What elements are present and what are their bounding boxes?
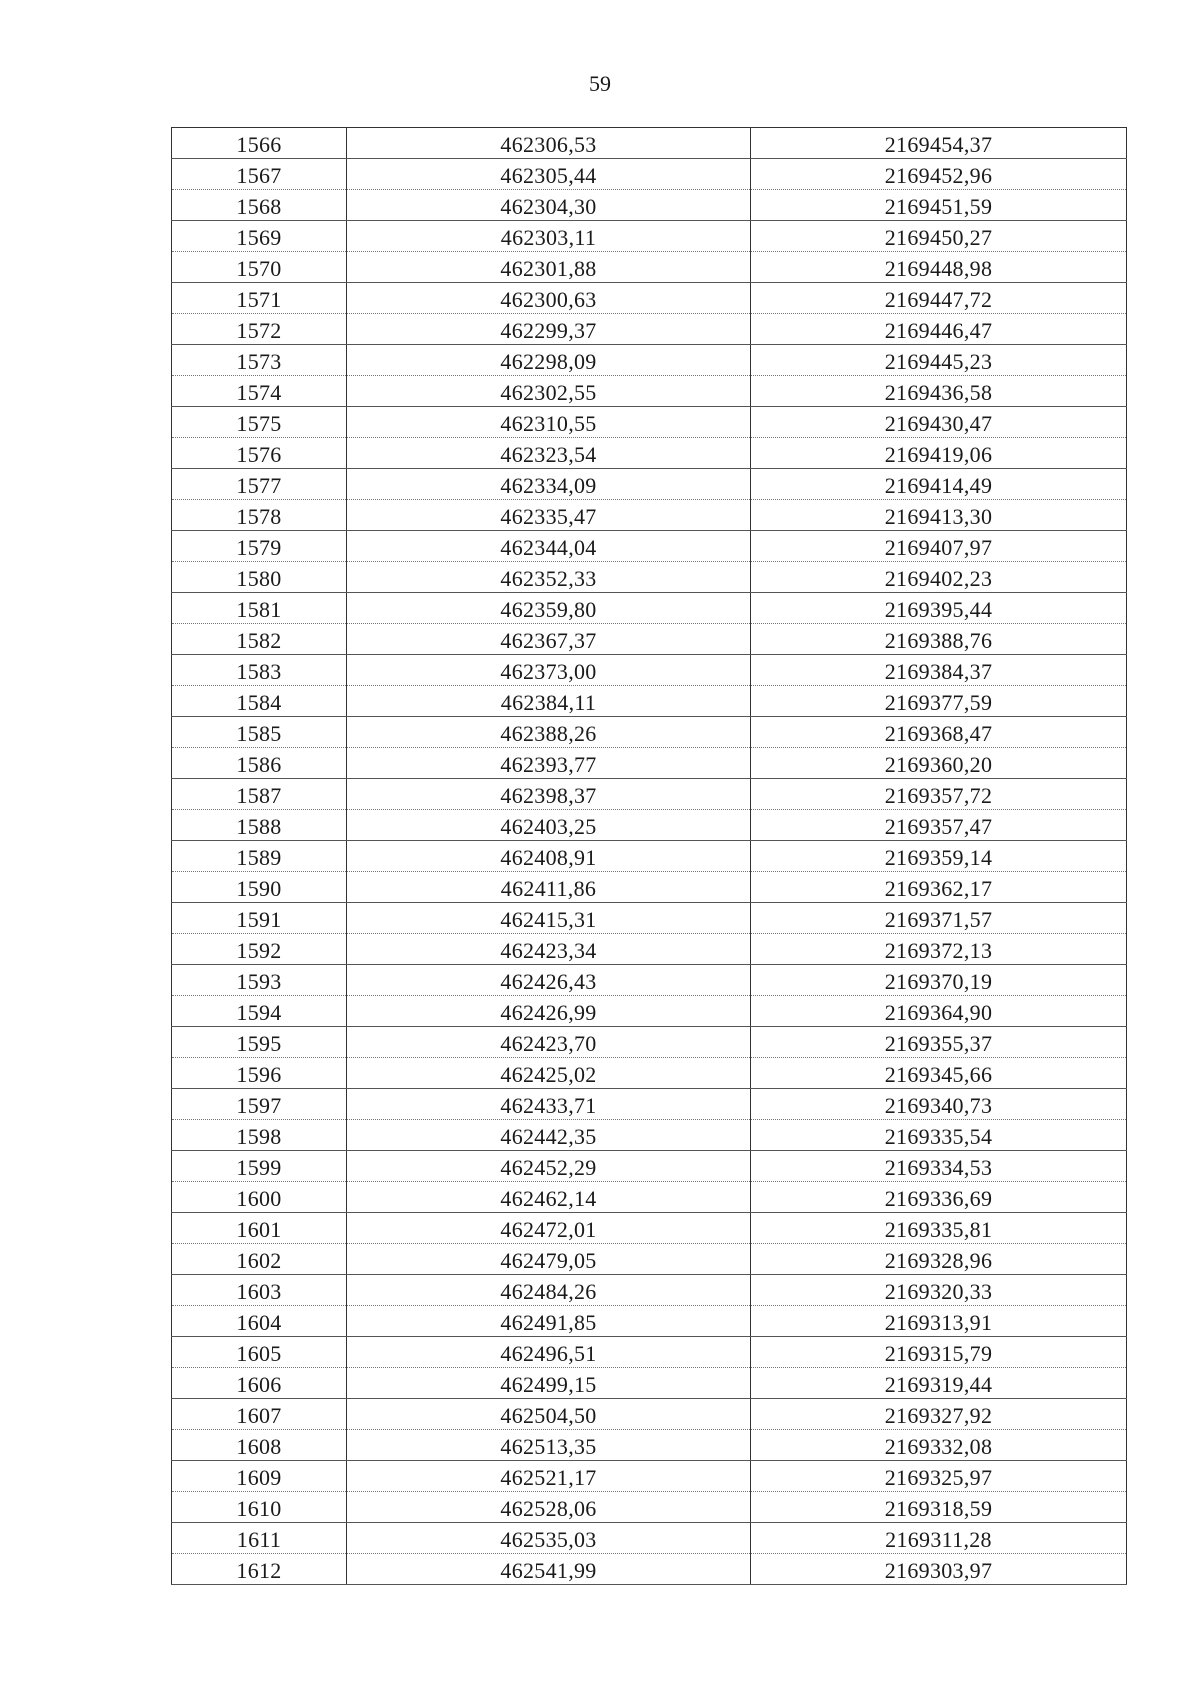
table-row	[172, 593, 1127, 624]
x-coordinate-cell: 462344,04	[347, 531, 751, 562]
x-coordinate-cell: 462491,85	[347, 1306, 751, 1337]
y-coordinate-cell: 2169388,76	[751, 624, 1127, 655]
x-coordinate-cell: 462513,35	[347, 1430, 751, 1461]
point-number-cell: 1574	[172, 376, 347, 407]
y-coordinate-cell: 2169448,98	[751, 252, 1127, 283]
x-coordinate-cell: 462388,26	[347, 717, 751, 748]
y-coordinate-cell: 2169372,13	[751, 934, 1127, 965]
y-coordinate-cell: 2169414,49	[751, 469, 1127, 500]
x-coordinate-cell: 462452,29	[347, 1151, 751, 1182]
table-row	[172, 1430, 1127, 1461]
point-number-cell: 1585	[172, 717, 347, 748]
x-coordinate-cell: 462398,37	[347, 779, 751, 810]
point-number-cell: 1599	[172, 1151, 347, 1182]
x-coordinate-cell: 462393,77	[347, 748, 751, 779]
table-row	[172, 1027, 1127, 1058]
y-coordinate-cell: 2169454,37	[751, 128, 1127, 159]
x-coordinate-cell: 462484,26	[347, 1275, 751, 1306]
table-row	[172, 1337, 1127, 1368]
x-coordinate-cell: 462442,35	[347, 1120, 751, 1151]
point-number-cell: 1589	[172, 841, 347, 872]
y-coordinate-cell: 2169402,23	[751, 562, 1127, 593]
point-number-cell: 1583	[172, 655, 347, 686]
table-row	[172, 1182, 1127, 1213]
table-row	[172, 469, 1127, 500]
y-coordinate-cell: 2169452,96	[751, 159, 1127, 190]
point-number-cell: 1603	[172, 1275, 347, 1306]
table-row	[172, 1492, 1127, 1523]
y-coordinate-cell: 2169370,19	[751, 965, 1127, 996]
y-coordinate-cell: 2169430,47	[751, 407, 1127, 438]
x-coordinate-cell: 462299,37	[347, 314, 751, 345]
table-row	[172, 686, 1127, 717]
point-number-cell: 1602	[172, 1244, 347, 1275]
point-number-cell: 1604	[172, 1306, 347, 1337]
point-number-cell: 1600	[172, 1182, 347, 1213]
y-coordinate-cell: 2169328,96	[751, 1244, 1127, 1275]
point-number-cell: 1571	[172, 283, 347, 314]
y-coordinate-cell: 2169451,59	[751, 190, 1127, 221]
x-coordinate-cell: 462535,03	[347, 1523, 751, 1554]
coordinates-table-body	[172, 128, 1127, 1585]
x-coordinate-cell: 462303,11	[347, 221, 751, 252]
y-coordinate-cell: 2169445,23	[751, 345, 1127, 376]
x-coordinate-cell: 462541,99	[347, 1554, 751, 1585]
table-row	[172, 159, 1127, 190]
point-number-cell: 1597	[172, 1089, 347, 1120]
x-coordinate-cell: 462496,51	[347, 1337, 751, 1368]
x-coordinate-cell: 462462,14	[347, 1182, 751, 1213]
table-row	[172, 996, 1127, 1027]
point-number-cell: 1588	[172, 810, 347, 841]
x-coordinate-cell: 462367,37	[347, 624, 751, 655]
x-coordinate-cell: 462504,50	[347, 1399, 751, 1430]
x-coordinate-cell: 462528,06	[347, 1492, 751, 1523]
coordinates-table	[171, 127, 1127, 1585]
table-row	[172, 1399, 1127, 1430]
x-coordinate-cell: 462302,55	[347, 376, 751, 407]
y-coordinate-cell: 2169313,91	[751, 1306, 1127, 1337]
page-number: 59	[589, 71, 611, 96]
x-coordinate-cell: 462425,02	[347, 1058, 751, 1089]
x-coordinate-cell: 462359,80	[347, 593, 751, 624]
table-row	[172, 562, 1127, 593]
x-coordinate-cell: 462479,05	[347, 1244, 751, 1275]
table-row	[172, 624, 1127, 655]
point-number-cell: 1576	[172, 438, 347, 469]
table-row	[172, 531, 1127, 562]
y-coordinate-cell: 2169315,79	[751, 1337, 1127, 1368]
y-coordinate-cell: 2169355,37	[751, 1027, 1127, 1058]
table-row	[172, 934, 1127, 965]
table-row	[172, 438, 1127, 469]
y-coordinate-cell: 2169345,66	[751, 1058, 1127, 1089]
point-number-cell: 1593	[172, 965, 347, 996]
point-number-cell: 1610	[172, 1492, 347, 1523]
point-number-cell: 1601	[172, 1213, 347, 1244]
point-number-cell: 1586	[172, 748, 347, 779]
x-coordinate-cell: 462499,15	[347, 1368, 751, 1399]
table-row	[172, 903, 1127, 934]
point-number-cell: 1579	[172, 531, 347, 562]
point-number-cell: 1584	[172, 686, 347, 717]
x-coordinate-cell: 462426,43	[347, 965, 751, 996]
point-number-cell: 1590	[172, 872, 347, 903]
table-row	[172, 1120, 1127, 1151]
y-coordinate-cell: 2169384,37	[751, 655, 1127, 686]
point-number-cell: 1598	[172, 1120, 347, 1151]
x-coordinate-cell: 462334,09	[347, 469, 751, 500]
table-row	[172, 1275, 1127, 1306]
y-coordinate-cell: 2169368,47	[751, 717, 1127, 748]
x-coordinate-cell: 462300,63	[347, 283, 751, 314]
point-number-cell: 1580	[172, 562, 347, 593]
y-coordinate-cell: 2169357,72	[751, 779, 1127, 810]
y-coordinate-cell: 2169419,06	[751, 438, 1127, 469]
table-row	[172, 1151, 1127, 1182]
point-number-cell: 1582	[172, 624, 347, 655]
x-coordinate-cell: 462426,99	[347, 996, 751, 1027]
y-coordinate-cell: 2169357,47	[751, 810, 1127, 841]
point-number-cell: 1567	[172, 159, 347, 190]
y-coordinate-cell: 2169336,69	[751, 1182, 1127, 1213]
table-row	[172, 252, 1127, 283]
y-coordinate-cell: 2169318,59	[751, 1492, 1127, 1523]
table-row	[172, 1368, 1127, 1399]
y-coordinate-cell: 2169319,44	[751, 1368, 1127, 1399]
y-coordinate-cell: 2169360,20	[751, 748, 1127, 779]
point-number-cell: 1594	[172, 996, 347, 1027]
y-coordinate-cell: 2169436,58	[751, 376, 1127, 407]
table-row	[172, 717, 1127, 748]
y-coordinate-cell: 2169450,27	[751, 221, 1127, 252]
point-number-cell: 1612	[172, 1554, 347, 1585]
table-row	[172, 841, 1127, 872]
point-number-cell: 1587	[172, 779, 347, 810]
y-coordinate-cell: 2169327,92	[751, 1399, 1127, 1430]
point-number-cell: 1575	[172, 407, 347, 438]
table-row	[172, 1244, 1127, 1275]
x-coordinate-cell: 462298,09	[347, 345, 751, 376]
table-row	[172, 1554, 1127, 1585]
table-row	[172, 376, 1127, 407]
y-coordinate-cell: 2169371,57	[751, 903, 1127, 934]
x-coordinate-cell: 462415,31	[347, 903, 751, 934]
table-row	[172, 965, 1127, 996]
y-coordinate-cell: 2169334,53	[751, 1151, 1127, 1182]
table-row	[172, 1306, 1127, 1337]
point-number-cell: 1577	[172, 469, 347, 500]
point-number-cell: 1566	[172, 128, 347, 159]
y-coordinate-cell: 2169362,17	[751, 872, 1127, 903]
point-number-cell: 1592	[172, 934, 347, 965]
y-coordinate-cell: 2169407,97	[751, 531, 1127, 562]
point-number-cell: 1591	[172, 903, 347, 934]
table-row	[172, 345, 1127, 376]
x-coordinate-cell: 462304,30	[347, 190, 751, 221]
table-row	[172, 221, 1127, 252]
y-coordinate-cell: 2169395,44	[751, 593, 1127, 624]
table-row	[172, 1058, 1127, 1089]
y-coordinate-cell: 2169332,08	[751, 1430, 1127, 1461]
y-coordinate-cell: 2169320,33	[751, 1275, 1127, 1306]
point-number-cell: 1568	[172, 190, 347, 221]
y-coordinate-cell: 2169364,90	[751, 996, 1127, 1027]
x-coordinate-cell: 462335,47	[347, 500, 751, 531]
table-row	[172, 748, 1127, 779]
table-row	[172, 1523, 1127, 1554]
x-coordinate-cell: 462352,33	[347, 562, 751, 593]
point-number-cell: 1572	[172, 314, 347, 345]
y-coordinate-cell: 2169335,54	[751, 1120, 1127, 1151]
y-coordinate-cell: 2169340,73	[751, 1089, 1127, 1120]
table-row	[172, 407, 1127, 438]
x-coordinate-cell: 462472,01	[347, 1213, 751, 1244]
table-row	[172, 128, 1127, 159]
table-row	[172, 779, 1127, 810]
x-coordinate-cell: 462411,86	[347, 872, 751, 903]
table-row	[172, 810, 1127, 841]
point-number-cell: 1606	[172, 1368, 347, 1399]
point-number-cell: 1608	[172, 1430, 347, 1461]
table-row	[172, 283, 1127, 314]
x-coordinate-cell: 462305,44	[347, 159, 751, 190]
y-coordinate-cell: 2169447,72	[751, 283, 1127, 314]
point-number-cell: 1595	[172, 1027, 347, 1058]
x-coordinate-cell: 462301,88	[347, 252, 751, 283]
table-row	[172, 1089, 1127, 1120]
point-number-cell: 1607	[172, 1399, 347, 1430]
y-coordinate-cell: 2169303,97	[751, 1554, 1127, 1585]
point-number-cell: 1570	[172, 252, 347, 283]
x-coordinate-cell: 462423,34	[347, 934, 751, 965]
table-row	[172, 872, 1127, 903]
x-coordinate-cell: 462408,91	[347, 841, 751, 872]
x-coordinate-cell: 462310,55	[347, 407, 751, 438]
table-row	[172, 1213, 1127, 1244]
x-coordinate-cell: 462323,54	[347, 438, 751, 469]
point-number-cell: 1605	[172, 1337, 347, 1368]
point-number-cell: 1581	[172, 593, 347, 624]
x-coordinate-cell: 462521,17	[347, 1461, 751, 1492]
y-coordinate-cell: 2169311,28	[751, 1523, 1127, 1554]
table-row	[172, 655, 1127, 686]
y-coordinate-cell: 2169446,47	[751, 314, 1127, 345]
x-coordinate-cell: 462384,11	[347, 686, 751, 717]
point-number-cell: 1573	[172, 345, 347, 376]
x-coordinate-cell: 462433,71	[347, 1089, 751, 1120]
point-number-cell: 1609	[172, 1461, 347, 1492]
point-number-cell: 1569	[172, 221, 347, 252]
x-coordinate-cell: 462306,53	[347, 128, 751, 159]
y-coordinate-cell: 2169377,59	[751, 686, 1127, 717]
table-row	[172, 500, 1127, 531]
table-row	[172, 190, 1127, 221]
x-coordinate-cell: 462423,70	[347, 1027, 751, 1058]
y-coordinate-cell: 2169413,30	[751, 500, 1127, 531]
y-coordinate-cell: 2169325,97	[751, 1461, 1127, 1492]
table-row	[172, 1461, 1127, 1492]
y-coordinate-cell: 2169359,14	[751, 841, 1127, 872]
x-coordinate-cell: 462373,00	[347, 655, 751, 686]
point-number-cell: 1578	[172, 500, 347, 531]
point-number-cell: 1596	[172, 1058, 347, 1089]
x-coordinate-cell: 462403,25	[347, 810, 751, 841]
table-row	[172, 314, 1127, 345]
point-number-cell: 1611	[172, 1523, 347, 1554]
y-coordinate-cell: 2169335,81	[751, 1213, 1127, 1244]
